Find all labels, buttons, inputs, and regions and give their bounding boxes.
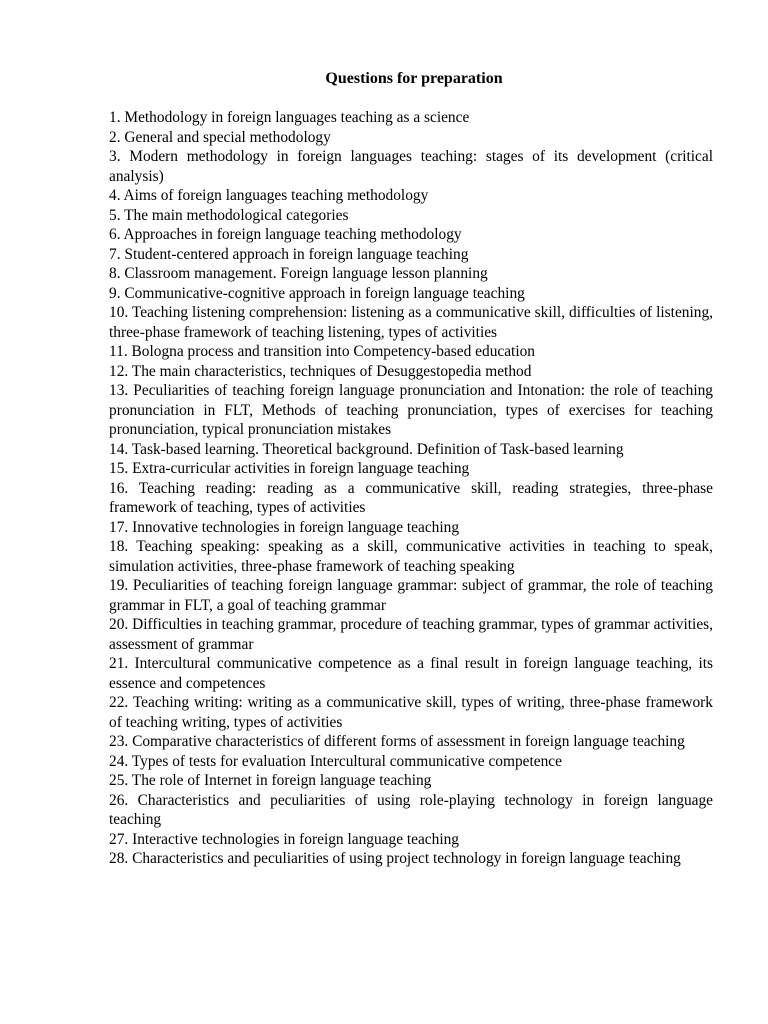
question-item: 23. Comparative characteristics of different forms of assessment in foreign language teaching <box>109 733 685 750</box>
question-item: 5. The main methodological categories <box>109 206 349 224</box>
question-item: 20. Difficulties in teaching grammar, procedure of teaching grammar, types of grammar activities, assessment of grammar <box>109 616 713 653</box>
question-item: 11. Bologna process and transition into Competency-based education <box>109 343 535 360</box>
question-item: 22. Teaching writing: writing as a communicative skill, types of writing, three-phase framework of teaching writing, types of activities <box>109 694 713 731</box>
question-item: 27. Interactive technologies in foreign language teaching <box>109 830 460 848</box>
question-item: 25. The role of Internet in foreign language teaching <box>109 772 432 789</box>
question-list <box>109 108 713 869</box>
question-item: 24. Types of tests for evaluation Intercultural communicative competence <box>109 752 562 770</box>
document-page <box>109 68 713 869</box>
question-item: 19. Peculiarities of teaching foreign language grammar: subject of grammar, the role of teaching grammar in FLT, a goal of teaching grammar <box>109 577 713 614</box>
question-item: 18. Teaching speaking: speaking as a skill, communicative activities in teaching to speak, simulation activities, three-phase framework of teaching speaking <box>109 538 713 575</box>
question-item: 9. Communicative-cognitive approach in foreign language teaching <box>109 284 525 302</box>
question-item: 3. Modern methodology in foreign languages teaching: stages of its development (critical analysis) <box>109 148 713 185</box>
question-item: 6. Approaches in foreign language teaching methodology <box>109 226 462 243</box>
question-item: 10. Teaching listening comprehension: listening as a communicative skill, difficulties of listening, three-phase framework of teaching listening, types of activities <box>109 304 713 341</box>
question-item: 26. Characteristics and peculiarities of using role-playing technology in foreign language teaching <box>109 791 713 828</box>
document-title: Questions for preparation <box>325 70 503 87</box>
question-item: 16. Teaching reading: reading as a communicative skill, reading strategies, three-phase framework of teaching, types of activities <box>109 479 713 516</box>
question-item: 7. Student-centered approach in foreign language teaching <box>109 245 469 263</box>
question-item: 1. Methodology in foreign languages teaching as a science <box>109 109 470 126</box>
question-item: 4. Aims of foreign languages teaching methodology <box>109 187 429 204</box>
question-item: 12. The main characteristics, techniques of Desuggestopedia method <box>109 362 532 380</box>
question-item: 17. Innovative technologies in foreign language teaching <box>109 518 460 536</box>
question-item: 8. Classroom management. Foreign language lesson planning <box>109 265 488 282</box>
question-item: 14. Task-based learning. Theoretical background. Definition of Task-based learning <box>109 440 624 458</box>
question-item: 21. Intercultural communicative competence as a final result in foreign language teaching, its essence and competences <box>109 655 713 692</box>
question-item: 2. General and special methodology <box>109 128 331 146</box>
question-item: 13. Peculiarities of teaching foreign language pronunciation and Intonation: the role of teaching pronunciation in FLT, Methods of teaching pronunciation, types of exercises for teaching pronunciation, typical pronunciation mistakes <box>109 382 713 438</box>
question-item: 15. Extra-curricular activities in foreign language teaching <box>109 460 470 477</box>
question-item: 28. Characteristics and peculiarities of using project technology in foreign language teaching <box>109 850 681 867</box>
